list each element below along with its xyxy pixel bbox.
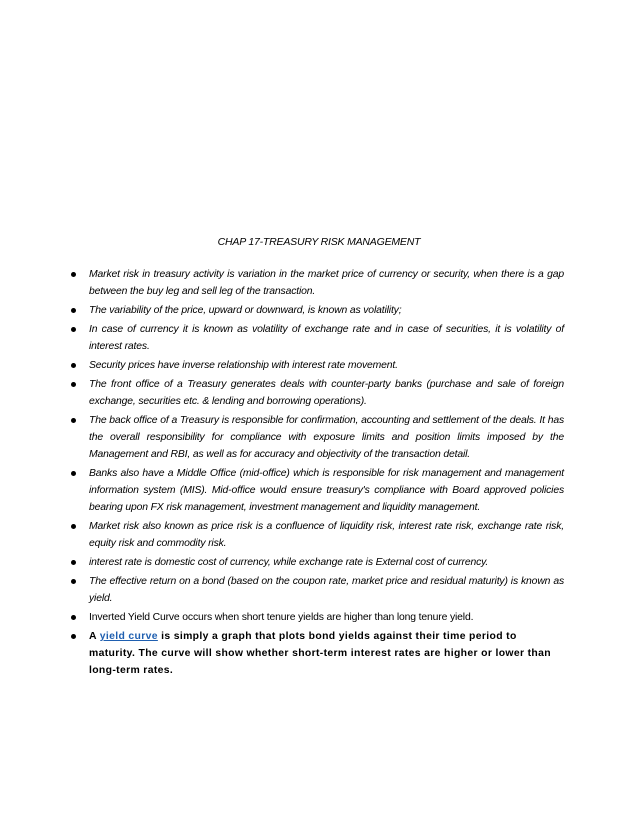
list-item xyxy=(68,412,564,463)
yield-curve-prefix: A xyxy=(89,631,100,642)
list-item-text: The front office of a Treasury generates deals with counter-party banks (purchase and sale of foreign exchange, securities etc. & lending and borrowing operations). xyxy=(89,379,564,407)
list-item-text: The back office of a Treasury is responsible for confirmation, accounting and settlement of the deals. It has the overall responsibility for compliance with exposure limits and position limits imposed by the Management and RBI, as well as for accuracy and objectivity of the transaction detail. xyxy=(89,415,564,460)
list-item xyxy=(68,518,564,552)
bullet-icon xyxy=(71,327,76,332)
page-title: CHAP 17-TREASURY RISK MANAGEMENT xyxy=(217,236,421,248)
list-item-text: Market risk also known as price risk is a confluence of liquidity risk, interest rate risk, exchange rate risk, equity risk and commodity risk. xyxy=(89,521,564,549)
list-item-text: Banks also have a Middle Office (mid-office) which is responsible for risk management and management information system (MIS). Mid-office would ensure treasury's compliance with Board approved policies bearing upon FX risk management, investment management and liquidity management. xyxy=(89,468,564,513)
list-item-text: In case of currency it is known as volatility of exchange rate and in case of securities, it is volatility of interest rates. xyxy=(89,324,564,352)
bullet-icon xyxy=(71,615,76,620)
list-item xyxy=(68,554,564,571)
list-item xyxy=(68,357,564,374)
list-item xyxy=(68,609,564,626)
bullet-icon xyxy=(71,579,76,584)
list-item xyxy=(68,266,564,300)
list-item-text: Inverted Yield Curve occurs when short tenure yields are higher than long tenure yield. xyxy=(89,612,474,623)
bullet-icon xyxy=(71,382,76,387)
list-item-text: Security prices have inverse relationship with interest rate movement. xyxy=(89,360,398,371)
list-item-text: The effective return on a bond (based on the coupon rate, market price and residual maturity) is known as yield. xyxy=(89,576,564,604)
list-item xyxy=(68,376,564,410)
bullet-icon xyxy=(71,634,76,639)
bullet-icon xyxy=(71,272,76,277)
list-item xyxy=(68,302,564,319)
list-item xyxy=(68,573,564,607)
bullet-icon xyxy=(71,363,76,368)
list-item xyxy=(68,465,564,516)
list-item-text: interest rate is domestic cost of currency, while exchange rate is External cost of currency. xyxy=(89,557,489,568)
list-item xyxy=(68,628,564,679)
bullet-list xyxy=(68,266,564,681)
list-item-text: The variability of the price, upward or downward, is known as volatility; xyxy=(89,305,402,316)
list-item-text: Market risk in treasury activity is variation in the market price of currency or security, when there is a gap between the buy leg and sell leg of the transaction. xyxy=(89,269,564,297)
bullet-icon xyxy=(71,471,76,476)
bullet-icon xyxy=(71,524,76,529)
bullet-icon xyxy=(71,308,76,313)
yield-curve-link[interactable]: yield curve xyxy=(99,631,158,642)
bullet-icon xyxy=(71,418,76,423)
list-item xyxy=(68,321,564,355)
yield-curve-suffix: is simply a graph that plots bond yields against their time period to maturity. The curve will show whether short-term interest rates are higher or lower than long-term rates. xyxy=(89,631,551,676)
bullet-icon xyxy=(71,560,76,565)
